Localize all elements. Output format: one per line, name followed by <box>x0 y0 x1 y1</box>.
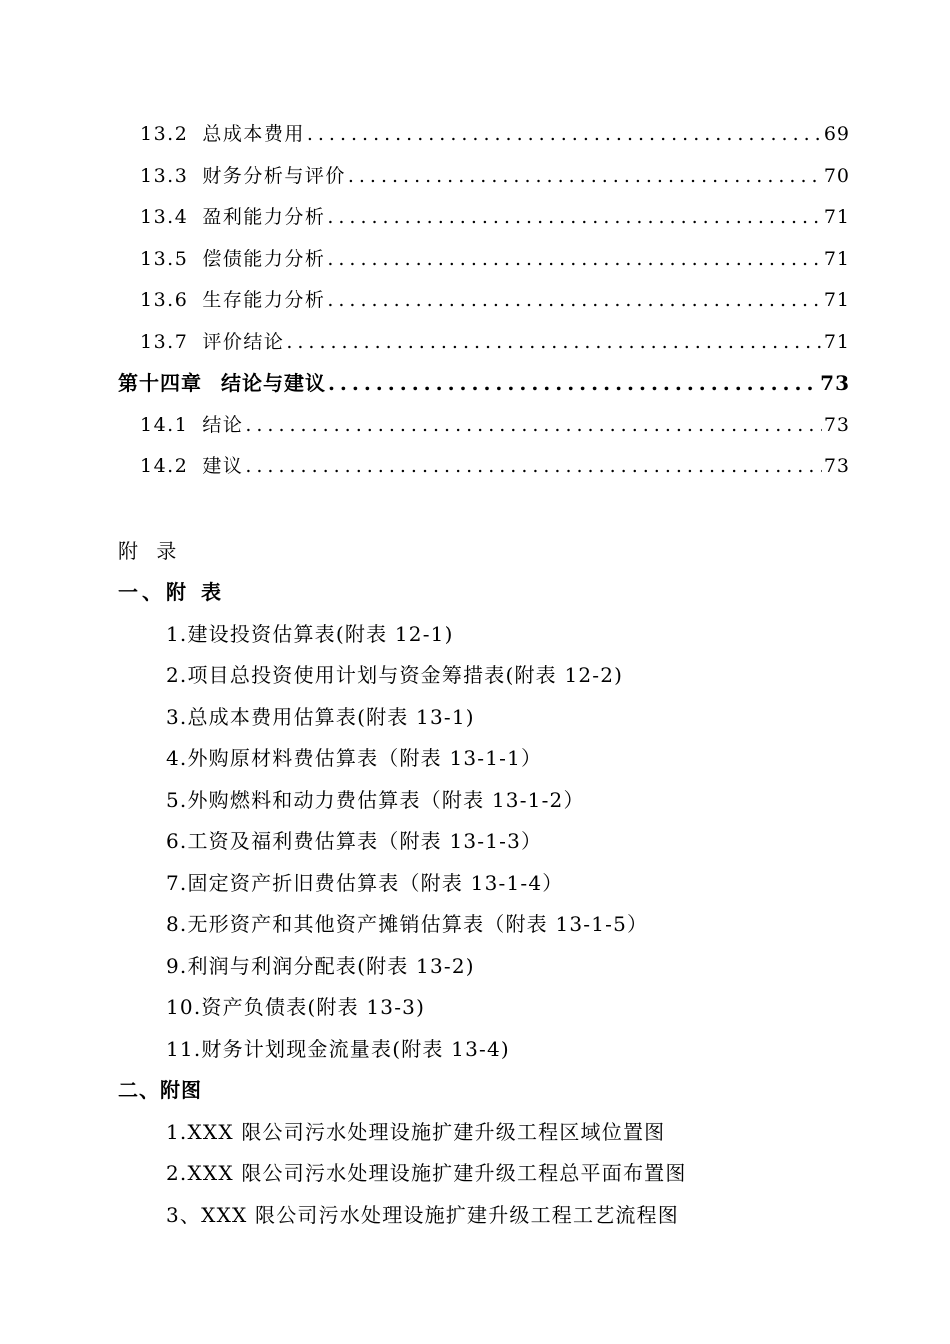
table-of-contents <box>118 114 850 488</box>
toc-leader-dots <box>245 405 821 447</box>
toc-leader-dots <box>348 156 822 198</box>
toc-entry[interactable] <box>118 197 850 239</box>
toc-leader-dots <box>286 322 821 364</box>
toc-chapter-number: 第十四章 <box>118 371 202 395</box>
toc-chapter-page: 73 <box>820 371 850 395</box>
toc-entry-page: 71 <box>823 206 850 228</box>
toc-entry-number: 13.3 <box>140 164 189 187</box>
appendix-table-item[interactable]: 5.外购燃料和动力费估算表（附表 13-1-2） <box>166 787 585 812</box>
toc-entry[interactable] <box>118 114 850 156</box>
toc-entry-number: 14.2 <box>140 455 189 477</box>
appendix-table-item[interactable]: 7.固定资产折旧费估算表（附表 13-1-4） <box>166 870 564 895</box>
toc-entry-page: 73 <box>823 455 850 477</box>
toc-entry-page: 73 <box>823 413 850 436</box>
toc-entry-number: 13.5 <box>140 247 189 270</box>
appendix-figures-heading: 二、附图 <box>118 1078 202 1102</box>
toc-entry-number: 13.7 <box>140 330 189 353</box>
toc-entry-page: 70 <box>823 164 850 187</box>
appendix-table-item[interactable]: 4.外购原材料费估算表（附表 13-1-1） <box>166 746 543 770</box>
appendix-tables-heading: 一、附 表 <box>118 580 225 604</box>
toc-entry[interactable] <box>118 446 850 488</box>
appendix-heading: 附 录 <box>118 539 183 563</box>
appendix-figure-item[interactable]: 3、XXX 限公司污水处理设施扩建升级工程工艺流程图 <box>166 1202 679 1227</box>
appendix-table-item[interactable]: 3.总成本费用估算表(附表 13-1) <box>166 704 475 729</box>
toc-entry-number: 13.4 <box>140 206 189 228</box>
toc-chapter-entry[interactable] <box>118 363 850 405</box>
toc-entry-title: 建议 <box>202 455 244 477</box>
toc-entry-title: 盈利能力分析 <box>202 206 326 228</box>
toc-chapter-title: 结论与建议 <box>220 371 326 395</box>
toc-leader-dots <box>328 363 818 405</box>
toc-entry[interactable] <box>118 405 850 447</box>
toc-entry-number: 13.2 <box>140 123 189 145</box>
appendix-figure-item[interactable]: 2.XXX 限公司污水处理设施扩建升级工程总平面布置图 <box>166 1161 687 1185</box>
toc-entry-title: 生存能力分析 <box>202 289 326 311</box>
toc-entry-title: 总成本费用 <box>202 123 305 145</box>
appendix-table-item[interactable]: 1.建设投资估算表(附表 12-1) <box>166 621 454 646</box>
toc-entry-page: 71 <box>823 247 850 270</box>
toc-entry-title: 财务分析与评价 <box>202 164 346 187</box>
toc-leader-dots <box>245 446 821 488</box>
toc-entry-page: 71 <box>823 289 850 311</box>
toc-leader-dots <box>327 197 821 239</box>
toc-leader-dots <box>327 239 821 281</box>
appendix-table-item[interactable]: 8.无形资产和其他资产摊销估算表（附表 13-1-5） <box>166 912 649 936</box>
toc-entry-title: 评价结论 <box>202 330 285 353</box>
toc-entry[interactable] <box>118 239 850 281</box>
appendix-table-item[interactable]: 10.资产负债表(附表 13-3) <box>166 995 426 1019</box>
appendix-table-item[interactable]: 2.项目总投资使用计划与资金筹措表(附表 12-2) <box>166 663 624 687</box>
toc-entry-page: 71 <box>823 330 850 353</box>
toc-leader-dots <box>327 280 821 322</box>
toc-entry[interactable] <box>118 156 850 198</box>
toc-entry-number: 13.6 <box>140 289 189 311</box>
appendix-figure-item[interactable]: 1.XXX 限公司污水处理设施扩建升级工程区域位置图 <box>166 1119 666 1144</box>
toc-entry[interactable] <box>118 280 850 322</box>
toc-entry-title: 结论 <box>202 413 244 436</box>
appendix-table-item[interactable]: 11.财务计划现金流量表(附表 13-4) <box>166 1036 510 1061</box>
toc-entry-number: 14.1 <box>140 413 189 436</box>
toc-entry[interactable] <box>118 322 850 364</box>
toc-entry-page: 69 <box>823 123 850 145</box>
toc-entry-title: 偿债能力分析 <box>202 247 326 270</box>
toc-leader-dots <box>307 114 822 156</box>
appendix-table-item[interactable]: 9.利润与利润分配表(附表 13-2) <box>166 953 475 978</box>
appendix-section <box>118 530 878 1236</box>
appendix-table-item[interactable]: 6.工资及福利费估算表（附表 13-1-3） <box>166 829 543 853</box>
